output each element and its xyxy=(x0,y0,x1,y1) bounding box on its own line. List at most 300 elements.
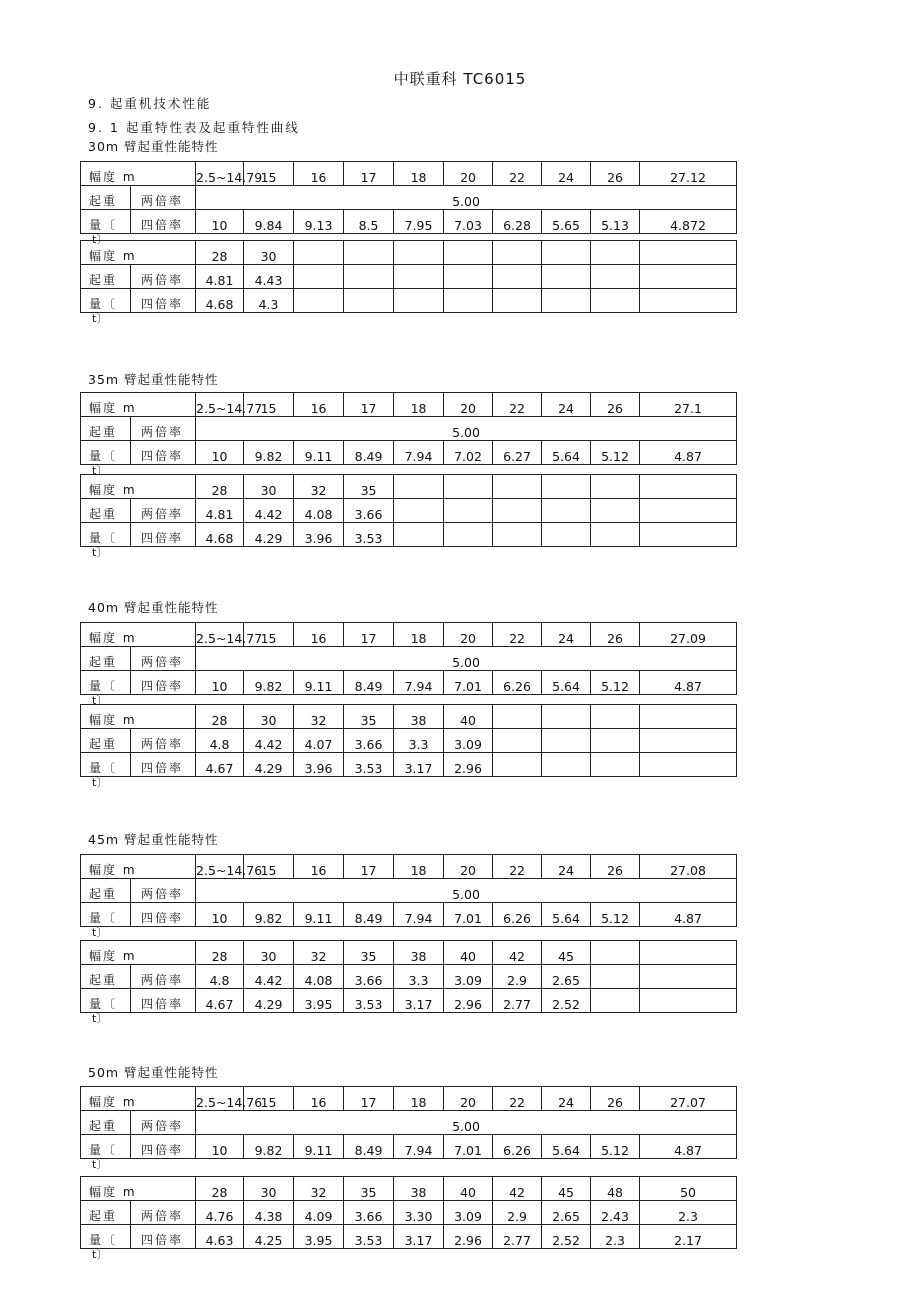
radius-unit: m xyxy=(122,631,137,645)
four-fall-label: 四倍率 xyxy=(131,1135,196,1159)
radius-value: 27.09 xyxy=(640,623,737,647)
boom-length-heading: 40m 臂起重性能特性 xyxy=(88,600,219,615)
empty-cell xyxy=(493,729,542,753)
two-fall-value: 2.65 xyxy=(542,1201,591,1225)
capacity-label: 起重 xyxy=(81,647,131,671)
empty-cell xyxy=(394,289,444,313)
radius-unit: m xyxy=(122,1185,137,1199)
two-fall-value: 4.42 xyxy=(244,965,294,989)
four-fall-value: 4.67 xyxy=(196,753,244,777)
radius-value: 16 xyxy=(294,855,344,879)
four-fall-value: 2.96 xyxy=(444,989,493,1013)
four-fall-row xyxy=(81,210,737,234)
empty-cell xyxy=(344,265,394,289)
four-fall-value: 3.17 xyxy=(394,989,444,1013)
empty-cell xyxy=(444,523,493,547)
radius-value: 26 xyxy=(591,393,640,417)
empty-cell xyxy=(591,941,640,965)
load-table-main xyxy=(80,161,737,234)
two-fall-value: 4.43 xyxy=(244,265,294,289)
two-fall-row xyxy=(81,499,737,523)
two-fall-label: 两倍率 xyxy=(131,879,196,903)
radius-label xyxy=(81,941,196,965)
capacity-unit-label: t〕 xyxy=(92,1012,108,1025)
two-fall-value: 2.43 xyxy=(591,1201,640,1225)
radius-value: 2.5~14.77 xyxy=(196,393,244,417)
empty-cell xyxy=(640,289,737,313)
two-fall-value: 4.8 xyxy=(196,965,244,989)
two-fall-value: 5.00 xyxy=(196,417,737,441)
radius-value: 28 xyxy=(196,1177,244,1201)
radius-value: 27.08 xyxy=(640,855,737,879)
radius-value: 18 xyxy=(394,162,444,186)
radius-value: 18 xyxy=(394,393,444,417)
two-fall-row xyxy=(81,1111,737,1135)
four-fall-value: 6.26 xyxy=(493,903,542,927)
two-fall-value: 4.38 xyxy=(244,1201,294,1225)
radius-row xyxy=(81,393,737,417)
empty-cell xyxy=(344,241,394,265)
boom-length-heading: 35m 臂起重性能特性 xyxy=(88,372,219,387)
four-fall-value: 5.64 xyxy=(542,903,591,927)
four-fall-value: 2.17 xyxy=(640,1225,737,1249)
radius-value: 22 xyxy=(493,1087,542,1111)
empty-cell xyxy=(640,499,737,523)
radius-text: 幅度 xyxy=(89,1095,118,1109)
four-fall-value: 2.77 xyxy=(493,989,542,1013)
two-fall-row xyxy=(81,879,737,903)
capacity-label: 量〔 xyxy=(81,210,131,234)
empty-cell xyxy=(493,523,542,547)
radius-value: 2.5~14.76 xyxy=(196,1087,244,1111)
four-fall-value: 3.53 xyxy=(344,1225,394,1249)
radius-value: 24 xyxy=(542,623,591,647)
two-fall-row xyxy=(81,965,737,989)
four-fall-value: 4.68 xyxy=(196,523,244,547)
empty-cell xyxy=(591,729,640,753)
four-fall-label: 四倍率 xyxy=(131,289,196,313)
empty-cell xyxy=(542,241,591,265)
radius-value: 22 xyxy=(493,393,542,417)
two-fall-value: 3.09 xyxy=(444,965,493,989)
four-fall-value: 3.53 xyxy=(344,753,394,777)
four-fall-row xyxy=(81,523,737,547)
radius-text: 幅度 xyxy=(89,1185,118,1199)
radius-value: 40 xyxy=(444,705,493,729)
radius-value: 30 xyxy=(244,475,294,499)
radius-label xyxy=(81,623,196,647)
radius-value: 17 xyxy=(344,855,394,879)
empty-cell xyxy=(493,705,542,729)
two-fall-value: 4.81 xyxy=(196,265,244,289)
radius-value: 15 xyxy=(244,162,294,186)
two-fall-value: 4.08 xyxy=(294,499,344,523)
capacity-unit-label: t〕 xyxy=(92,1248,108,1261)
four-fall-value: 9.11 xyxy=(294,441,344,465)
two-fall-value: 5.00 xyxy=(196,1111,737,1135)
radius-row xyxy=(81,941,737,965)
radius-value: 26 xyxy=(591,1087,640,1111)
four-fall-value: 2.96 xyxy=(444,1225,493,1249)
two-fall-row xyxy=(81,186,737,210)
two-fall-value: 2.9 xyxy=(493,1201,542,1225)
radius-value: 32 xyxy=(294,475,344,499)
capacity-label: 起重 xyxy=(81,965,131,989)
radius-value: 32 xyxy=(294,705,344,729)
radius-value: 22 xyxy=(493,855,542,879)
four-fall-row xyxy=(81,1225,737,1249)
empty-cell xyxy=(640,265,737,289)
radius-text: 幅度 xyxy=(89,949,118,963)
empty-cell xyxy=(444,265,493,289)
four-fall-value: 6.26 xyxy=(493,671,542,695)
capacity-label: 量〔 xyxy=(81,523,131,547)
radius-unit: m xyxy=(122,249,137,263)
load-table-main xyxy=(80,854,737,927)
capacity-unit-label: t〕 xyxy=(92,776,108,789)
radius-value: 28 xyxy=(196,475,244,499)
radius-value: 2.5~14.77 xyxy=(196,623,244,647)
two-fall-row xyxy=(81,729,737,753)
two-fall-value: 3.09 xyxy=(444,1201,493,1225)
four-fall-value: 5.13 xyxy=(591,210,640,234)
radius-value: 16 xyxy=(294,162,344,186)
radius-value: 20 xyxy=(444,393,493,417)
empty-cell xyxy=(591,989,640,1013)
empty-cell xyxy=(542,753,591,777)
four-fall-value: 2.96 xyxy=(444,753,493,777)
four-fall-value: 9.84 xyxy=(244,210,294,234)
radius-value: 28 xyxy=(196,941,244,965)
radius-value: 30 xyxy=(244,241,294,265)
radius-label xyxy=(81,393,196,417)
radius-unit: m xyxy=(122,401,137,415)
four-fall-value: 7.94 xyxy=(394,903,444,927)
load-table-main xyxy=(80,392,737,465)
four-fall-value: 9.82 xyxy=(244,903,294,927)
four-fall-value: 7.03 xyxy=(444,210,493,234)
radius-text: 幅度 xyxy=(89,170,118,184)
empty-cell xyxy=(640,705,737,729)
capacity-unit-label: t〕 xyxy=(92,312,108,325)
two-fall-label: 两倍率 xyxy=(131,647,196,671)
four-fall-label: 四倍率 xyxy=(131,441,196,465)
four-fall-value: 3.95 xyxy=(294,989,344,1013)
two-fall-value: 5.00 xyxy=(196,647,737,671)
radius-value: 18 xyxy=(394,623,444,647)
empty-cell xyxy=(394,523,444,547)
empty-cell xyxy=(640,753,737,777)
four-fall-value: 4.67 xyxy=(196,989,244,1013)
radius-label xyxy=(81,855,196,879)
four-fall-value: 10 xyxy=(196,210,244,234)
radius-value: 30 xyxy=(244,705,294,729)
capacity-label: 起重 xyxy=(81,186,131,210)
four-fall-label: 四倍率 xyxy=(131,671,196,695)
four-fall-value: 8.49 xyxy=(344,441,394,465)
four-fall-value: 10 xyxy=(196,1135,244,1159)
four-fall-value: 9.82 xyxy=(244,441,294,465)
two-fall-value: 2.9 xyxy=(493,965,542,989)
empty-cell xyxy=(542,265,591,289)
document-title: 中联重科 TC6015 xyxy=(393,70,527,88)
two-fall-label: 两倍率 xyxy=(131,965,196,989)
radius-value: 48 xyxy=(591,1177,640,1201)
capacity-label: 起重 xyxy=(81,729,131,753)
four-fall-value: 4.87 xyxy=(640,441,737,465)
radius-value: 35 xyxy=(344,475,394,499)
four-fall-value: 7.94 xyxy=(394,671,444,695)
radius-value: 38 xyxy=(394,941,444,965)
four-fall-value: 4.87 xyxy=(640,671,737,695)
four-fall-label: 四倍率 xyxy=(131,523,196,547)
two-fall-value: 2.65 xyxy=(542,965,591,989)
two-fall-value: 4.81 xyxy=(196,499,244,523)
radius-row xyxy=(81,1087,737,1111)
four-fall-value: 9.82 xyxy=(244,671,294,695)
empty-cell xyxy=(542,705,591,729)
capacity-unit-label: t〕 xyxy=(92,464,108,477)
capacity-unit-label: t〕 xyxy=(92,546,108,559)
radius-value: 17 xyxy=(344,623,394,647)
four-fall-value: 10 xyxy=(196,903,244,927)
radius-unit: m xyxy=(122,170,137,184)
four-fall-row xyxy=(81,753,737,777)
two-fall-value: 4.42 xyxy=(244,729,294,753)
radius-value: 28 xyxy=(196,705,244,729)
four-fall-value: 2.52 xyxy=(542,1225,591,1249)
four-fall-value: 7.01 xyxy=(444,903,493,927)
radius-label xyxy=(81,1087,196,1111)
radius-value: 15 xyxy=(244,855,294,879)
capacity-label: 量〔 xyxy=(81,289,131,313)
radius-unit: m xyxy=(122,713,137,727)
radius-value: 32 xyxy=(294,1177,344,1201)
four-fall-value: 4.87 xyxy=(640,903,737,927)
empty-cell xyxy=(640,965,737,989)
four-fall-value: 6.28 xyxy=(493,210,542,234)
empty-cell xyxy=(542,289,591,313)
radius-value: 38 xyxy=(394,705,444,729)
load-table-main xyxy=(80,1086,737,1159)
four-fall-value: 5.12 xyxy=(591,1135,640,1159)
radius-value: 17 xyxy=(344,162,394,186)
radius-value: 20 xyxy=(444,855,493,879)
capacity-label: 量〔 xyxy=(81,671,131,695)
empty-cell xyxy=(591,289,640,313)
two-fall-label: 两倍率 xyxy=(131,265,196,289)
four-fall-value: 9.82 xyxy=(244,1135,294,1159)
radius-value: 16 xyxy=(294,1087,344,1111)
radius-value: 22 xyxy=(493,162,542,186)
empty-cell xyxy=(444,289,493,313)
two-fall-row xyxy=(81,265,737,289)
radius-text: 幅度 xyxy=(89,401,118,415)
four-fall-label: 四倍率 xyxy=(131,753,196,777)
radius-unit: m xyxy=(122,949,137,963)
two-fall-value: 4.08 xyxy=(294,965,344,989)
empty-cell xyxy=(591,265,640,289)
radius-value: 42 xyxy=(493,941,542,965)
radius-text: 幅度 xyxy=(89,713,118,727)
four-fall-value: 4.63 xyxy=(196,1225,244,1249)
four-fall-value: 8.49 xyxy=(344,903,394,927)
two-fall-value: 5.00 xyxy=(196,186,737,210)
four-fall-row xyxy=(81,903,737,927)
four-fall-value: 5.64 xyxy=(542,441,591,465)
radius-text: 幅度 xyxy=(89,863,118,877)
capacity-unit-label: t〕 xyxy=(92,694,108,707)
radius-value: 2.5~14.76 xyxy=(196,855,244,879)
two-fall-value: 3.3 xyxy=(394,729,444,753)
four-fall-value: 8.49 xyxy=(344,671,394,695)
two-fall-value: 3.66 xyxy=(344,499,394,523)
four-fall-value: 9.11 xyxy=(294,903,344,927)
radius-value: 18 xyxy=(394,1087,444,1111)
empty-cell xyxy=(394,499,444,523)
four-fall-value: 3.17 xyxy=(394,753,444,777)
empty-cell xyxy=(640,523,737,547)
two-fall-value: 4.09 xyxy=(294,1201,344,1225)
radius-row xyxy=(81,1177,737,1201)
two-fall-label: 两倍率 xyxy=(131,186,196,210)
radius-value: 27.07 xyxy=(640,1087,737,1111)
two-fall-value: 2.3 xyxy=(640,1201,737,1225)
two-fall-value: 3.66 xyxy=(344,965,394,989)
four-fall-value: 2.3 xyxy=(591,1225,640,1249)
empty-cell xyxy=(640,989,737,1013)
radius-value: 27.1 xyxy=(640,393,737,417)
capacity-label: 起重 xyxy=(81,499,131,523)
two-fall-label: 两倍率 xyxy=(131,499,196,523)
radius-value: 35 xyxy=(344,1177,394,1201)
radius-text: 幅度 xyxy=(89,483,118,497)
radius-value: 15 xyxy=(244,393,294,417)
empty-cell xyxy=(493,753,542,777)
empty-cell xyxy=(591,753,640,777)
radius-value: 30 xyxy=(244,1177,294,1201)
radius-value: 16 xyxy=(294,623,344,647)
radius-value: 40 xyxy=(444,1177,493,1201)
empty-cell xyxy=(591,705,640,729)
empty-cell xyxy=(394,265,444,289)
empty-cell xyxy=(493,289,542,313)
two-fall-value: 3.66 xyxy=(344,729,394,753)
radius-unit: m xyxy=(122,1095,137,1109)
capacity-label: 起重 xyxy=(81,265,131,289)
four-fall-value: 7.01 xyxy=(444,671,493,695)
load-table-extended xyxy=(80,704,737,777)
radius-label xyxy=(81,241,196,265)
radius-value: 24 xyxy=(542,855,591,879)
radius-row xyxy=(81,162,737,186)
empty-cell xyxy=(294,265,344,289)
radius-row xyxy=(81,475,737,499)
four-fall-value: 3.95 xyxy=(294,1225,344,1249)
capacity-label: 起重 xyxy=(81,417,131,441)
empty-cell xyxy=(444,475,493,499)
capacity-unit-label: t〕 xyxy=(92,233,108,246)
empty-cell xyxy=(444,241,493,265)
empty-cell xyxy=(640,241,737,265)
two-fall-value: 4.8 xyxy=(196,729,244,753)
two-fall-value: 3.3 xyxy=(394,965,444,989)
radius-value: 38 xyxy=(394,1177,444,1201)
capacity-label: 起重 xyxy=(81,1201,131,1225)
empty-cell xyxy=(591,965,640,989)
four-fall-row xyxy=(81,671,737,695)
four-fall-value: 4.29 xyxy=(244,753,294,777)
load-table-main xyxy=(80,622,737,695)
four-fall-value: 7.02 xyxy=(444,441,493,465)
load-table-extended xyxy=(80,1176,737,1249)
four-fall-value: 7.94 xyxy=(394,1135,444,1159)
radius-value: 15 xyxy=(244,623,294,647)
four-fall-value: 9.13 xyxy=(294,210,344,234)
radius-text: 幅度 xyxy=(89,249,118,263)
four-fall-value: 5.64 xyxy=(542,671,591,695)
four-fall-value: 4.872 xyxy=(640,210,737,234)
two-fall-row xyxy=(81,647,737,671)
radius-value: 24 xyxy=(542,162,591,186)
empty-cell xyxy=(493,499,542,523)
empty-cell xyxy=(542,475,591,499)
boom-length-heading: 50m 臂起重性能特性 xyxy=(88,1065,219,1080)
boom-length-heading: 45m 臂起重性能特性 xyxy=(88,832,219,847)
empty-cell xyxy=(394,475,444,499)
empty-cell xyxy=(640,729,737,753)
four-fall-value: 10 xyxy=(196,671,244,695)
load-table-extended xyxy=(80,940,737,1013)
radius-label xyxy=(81,1177,196,1201)
radius-value: 22 xyxy=(493,623,542,647)
four-fall-value: 4.68 xyxy=(196,289,244,313)
two-fall-label: 两倍率 xyxy=(131,417,196,441)
empty-cell xyxy=(444,499,493,523)
four-fall-row xyxy=(81,1135,737,1159)
radius-row xyxy=(81,241,737,265)
empty-cell xyxy=(493,241,542,265)
radius-value: 24 xyxy=(542,393,591,417)
four-fall-label: 四倍率 xyxy=(131,903,196,927)
radius-value: 18 xyxy=(394,855,444,879)
capacity-unit-label: t〕 xyxy=(92,926,108,939)
radius-text: 幅度 xyxy=(89,631,118,645)
two-fall-label: 两倍率 xyxy=(131,1201,196,1225)
two-fall-value: 3.66 xyxy=(344,1201,394,1225)
radius-value: 32 xyxy=(294,941,344,965)
radius-label xyxy=(81,705,196,729)
four-fall-value: 4.87 xyxy=(640,1135,737,1159)
radius-value: 20 xyxy=(444,162,493,186)
radius-value: 45 xyxy=(542,1177,591,1201)
boom-length-heading: 30m 臂起重性能特性 xyxy=(88,139,219,154)
four-fall-value: 4.3 xyxy=(244,289,294,313)
four-fall-value: 5.65 xyxy=(542,210,591,234)
two-fall-value: 4.42 xyxy=(244,499,294,523)
four-fall-row xyxy=(81,989,737,1013)
empty-cell xyxy=(591,475,640,499)
four-fall-value: 5.64 xyxy=(542,1135,591,1159)
radius-row xyxy=(81,705,737,729)
four-fall-value: 5.12 xyxy=(591,903,640,927)
two-fall-row xyxy=(81,1201,737,1225)
load-table-extended xyxy=(80,474,737,547)
four-fall-value: 4.29 xyxy=(244,989,294,1013)
empty-cell xyxy=(542,729,591,753)
radius-value: 16 xyxy=(294,393,344,417)
radius-value: 20 xyxy=(444,1087,493,1111)
